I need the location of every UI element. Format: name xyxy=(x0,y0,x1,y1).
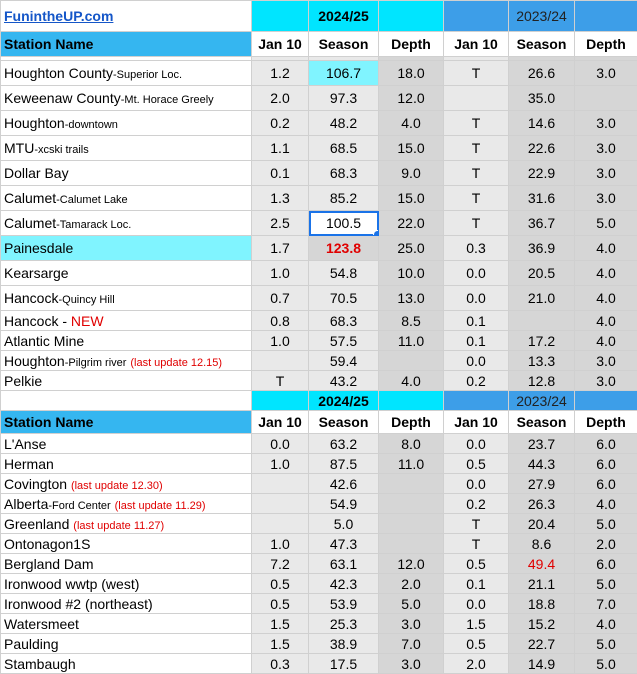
previous-day-cell[interactable]: 0.0 xyxy=(444,594,509,614)
previous-season-cell[interactable]: 22.6 xyxy=(509,136,575,161)
current-day-cell[interactable]: 0.7 xyxy=(252,286,309,311)
last-update-note: (last update 11.27) xyxy=(73,520,164,532)
station-name-cell[interactable] xyxy=(1,351,252,371)
current-day-cell[interactable]: 1.5 xyxy=(252,614,309,634)
station-name-cell[interactable] xyxy=(1,61,252,86)
current-season-cell[interactable]: 42.6 xyxy=(309,474,379,494)
station-name-cell[interactable] xyxy=(1,614,252,634)
station-name: L'Anse xyxy=(4,436,46,452)
previous-depth-cell[interactable]: 4.0 xyxy=(575,286,637,311)
station-name-cell[interactable] xyxy=(1,474,252,494)
station-row xyxy=(1,61,637,86)
current-day-cell[interactable]: 1.1 xyxy=(252,136,309,161)
previous-season-cell[interactable]: 15.2 xyxy=(509,614,575,634)
previous-season-cell[interactable]: 8.6 xyxy=(509,534,575,554)
previous-day-cell[interactable]: 0.1 xyxy=(444,331,509,351)
previous-depth-cell[interactable]: 4.0 xyxy=(575,614,637,634)
previous-day-cell[interactable]: 0.0 xyxy=(444,261,509,286)
current-season-cell[interactable]: 48.2 xyxy=(309,111,379,136)
station-row xyxy=(1,594,637,614)
previous-day-cell[interactable]: 0.5 xyxy=(444,454,509,474)
station-location: -Pilgrim river xyxy=(65,357,127,369)
previous-depth-cell[interactable]: 3.0 xyxy=(575,136,637,161)
station-location: -Ford Center xyxy=(48,500,110,512)
station-name-cell[interactable] xyxy=(1,261,252,286)
previous-season-cell[interactable]: 21.0 xyxy=(509,286,575,311)
station-name: Alberta xyxy=(4,496,48,512)
previous-day-cell[interactable]: T xyxy=(444,534,509,554)
station-name-cell[interactable] xyxy=(1,161,252,186)
station-row xyxy=(1,474,637,494)
station-name: Pelkie xyxy=(4,373,42,389)
current-depth-cell[interactable]: 11.0 xyxy=(379,331,444,351)
previous-season-cell[interactable]: 14.9 xyxy=(509,654,575,674)
current-season-cell[interactable]: 25.3 xyxy=(309,614,379,634)
station-name-cell[interactable] xyxy=(1,654,252,674)
station-row xyxy=(1,554,637,574)
station-location: -Mt. Horace Greely xyxy=(121,94,214,106)
previous-day-cell[interactable] xyxy=(444,86,509,111)
previous-depth-cell[interactable]: 6.0 xyxy=(575,434,637,454)
current-day-cell[interactable]: 0.0 xyxy=(252,434,309,454)
current-depth-cell[interactable] xyxy=(379,514,444,534)
current-depth-cell[interactable]: 5.0 xyxy=(379,594,444,614)
station-name-cell[interactable] xyxy=(1,86,252,111)
previous-depth-cell[interactable]: 2.0 xyxy=(575,534,637,554)
current-depth-cell[interactable] xyxy=(379,494,444,514)
previous-day-cell[interactable]: 0.0 xyxy=(444,434,509,454)
station-name: Houghton xyxy=(4,115,65,131)
station-name: Houghton xyxy=(4,353,65,369)
station-name: Atlantic Mine xyxy=(4,333,84,349)
station-location: -Calumet Lake xyxy=(56,194,128,206)
station-name-cell[interactable] xyxy=(1,236,252,261)
current-season-cell[interactable]: 17.5 xyxy=(309,654,379,674)
prev-col-season-header: Season xyxy=(509,32,575,57)
current-depth-cell[interactable]: 10.0 xyxy=(379,261,444,286)
previous-season-cell[interactable]: 22.7 xyxy=(509,634,575,654)
current-depth-cell[interactable]: 4.0 xyxy=(379,371,444,391)
station-name: Ontonagon1S xyxy=(4,536,90,552)
current-day-cell[interactable]: 2.5 xyxy=(252,211,309,236)
previous-season-cell[interactable]: 36.9 xyxy=(509,236,575,261)
station-name: Greenland xyxy=(4,516,69,532)
current-day-cell[interactable] xyxy=(252,494,309,514)
last-update-note: (last update 12.30) xyxy=(71,480,163,492)
current-season-cell[interactable]: 70.5 xyxy=(309,286,379,311)
current-season-cell[interactable]: 63.1 xyxy=(309,554,379,574)
previous-day-cell[interactable]: 2.0 xyxy=(444,654,509,674)
previous-season-cell[interactable]: 18.8 xyxy=(509,594,575,614)
station-row xyxy=(1,311,637,331)
station-row xyxy=(1,351,637,371)
previous-season-cell[interactable]: 23.7 xyxy=(509,434,575,454)
previous-season-cell[interactable]: 20.5 xyxy=(509,261,575,286)
station-row xyxy=(1,434,637,454)
station-name-cell[interactable] xyxy=(1,454,252,474)
current-day-cell[interactable]: 1.0 xyxy=(252,454,309,474)
station-row xyxy=(1,454,637,474)
previous-day-cell[interactable]: T xyxy=(444,161,509,186)
current-season-cell[interactable]: 47.3 xyxy=(309,534,379,554)
previous-season-cell[interactable]: 36.7 xyxy=(509,211,575,236)
previous-depth-cell[interactable]: 6.0 xyxy=(575,554,637,574)
current-season-cell[interactable]: 68.3 xyxy=(309,161,379,186)
prev-col-day-header-2: Jan 10 xyxy=(444,411,509,434)
previous-depth-cell[interactable]: 3.0 xyxy=(575,351,637,371)
station-row xyxy=(1,534,637,554)
current-season-cell[interactable]: 68.5 xyxy=(309,136,379,161)
previous-depth-cell[interactable]: 3.0 xyxy=(575,61,637,86)
station-name: Ironwood wwtp (west) xyxy=(4,576,139,592)
station-name-cell[interactable] xyxy=(1,286,252,311)
current-season-cell[interactable]: 85.2 xyxy=(309,186,379,211)
current-day-cell[interactable]: 1.7 xyxy=(252,236,309,261)
previous-depth-cell[interactable]: 4.0 xyxy=(575,236,637,261)
station-location: -downtown xyxy=(65,119,118,131)
station-name: Painesdale xyxy=(4,240,73,256)
previous-day-cell[interactable]: 0.2 xyxy=(444,494,509,514)
col-depth-header-2: Depth xyxy=(379,411,444,434)
previous-day-cell[interactable]: T xyxy=(444,514,509,534)
current-season-cell[interactable]: 123.8 xyxy=(309,236,379,261)
station-name-cell[interactable] xyxy=(1,111,252,136)
station-name-header: Station Name xyxy=(1,32,252,57)
current-day-cell[interactable]: 1.3 xyxy=(252,186,309,211)
last-update-note: (last update 12.15) xyxy=(130,357,222,369)
station-name: Bergland Dam xyxy=(4,556,94,572)
current-season-cell[interactable]: 43.2 xyxy=(309,371,379,391)
previous-season-cell[interactable]: 49.4 xyxy=(509,554,575,574)
current-season-cell[interactable]: 63.2 xyxy=(309,434,379,454)
previous-day-cell[interactable]: 0.5 xyxy=(444,634,509,654)
station-row xyxy=(1,654,637,674)
station-row xyxy=(1,371,637,391)
current-season-cell[interactable]: 97.3 xyxy=(309,86,379,111)
current-depth-cell[interactable]: 25.0 xyxy=(379,236,444,261)
station-name: Calumet xyxy=(4,190,56,206)
current-day-cell[interactable]: 1.0 xyxy=(252,261,309,286)
previous-day-cell[interactable]: T xyxy=(444,186,509,211)
station-name-cell[interactable] xyxy=(1,594,252,614)
station-name-cell[interactable] xyxy=(1,186,252,211)
previous-day-cell[interactable]: T xyxy=(444,136,509,161)
current-day-cell[interactable]: 1.5 xyxy=(252,634,309,654)
current-depth-cell[interactable] xyxy=(379,534,444,554)
station-name: Houghton County xyxy=(4,65,113,81)
previous-depth-cell[interactable]: 4.0 xyxy=(575,494,637,514)
current-depth-cell[interactable]: 7.0 xyxy=(379,634,444,654)
current-day-cell[interactable]: 1.0 xyxy=(252,534,309,554)
current-day-cell[interactable]: 0.1 xyxy=(252,161,309,186)
previous-season-cell[interactable]: 27.9 xyxy=(509,474,575,494)
prev-col-depth-header-2: Depth xyxy=(575,411,637,434)
previous-season-cell[interactable]: 17.2 xyxy=(509,331,575,351)
new-badge: NEW xyxy=(71,313,104,329)
current-season-cell[interactable]: 54.8 xyxy=(309,261,379,286)
station-row xyxy=(1,186,637,211)
station-row xyxy=(1,211,637,236)
current-season-cell[interactable]: 68.3 xyxy=(309,311,379,331)
previous-day-cell[interactable]: 0.1 xyxy=(444,311,509,331)
previous-day-cell[interactable]: 0.3 xyxy=(444,236,509,261)
current-depth-cell[interactable]: 12.0 xyxy=(379,86,444,111)
station-row xyxy=(1,634,637,654)
previous-depth-cell[interactable]: 5.0 xyxy=(575,574,637,594)
station-row xyxy=(1,111,637,136)
current-season-cell[interactable]: 87.5 xyxy=(309,454,379,474)
col-season-header-2: Season xyxy=(309,411,379,434)
station-row xyxy=(1,236,637,261)
previous-day-cell[interactable]: T xyxy=(444,211,509,236)
station-row xyxy=(1,574,637,594)
current-season-cell[interactable]: 57.5 xyxy=(309,331,379,351)
station-name-cell[interactable] xyxy=(1,554,252,574)
prev-col-season-header-2: Season xyxy=(509,411,575,434)
station-name: Stambaugh xyxy=(4,656,76,672)
current-depth-cell[interactable]: 12.0 xyxy=(379,554,444,574)
current-day-cell[interactable]: 2.0 xyxy=(252,86,309,111)
previous-season-cell[interactable]: 26.6 xyxy=(509,61,575,86)
previous-depth-cell[interactable]: 4.0 xyxy=(575,311,637,331)
station-location: -xcski trails xyxy=(34,144,88,156)
col-season-header: Season xyxy=(309,32,379,57)
station-name: Keweenaw County xyxy=(4,90,121,106)
previous-day-cell[interactable]: 1.5 xyxy=(444,614,509,634)
current-depth-cell[interactable]: 8.0 xyxy=(379,434,444,454)
station-row xyxy=(1,86,637,111)
previous-day-cell[interactable]: 0.0 xyxy=(444,286,509,311)
current-depth-cell[interactable]: 11.0 xyxy=(379,454,444,474)
previous-day-cell[interactable]: 0.2 xyxy=(444,371,509,391)
previous-season-cell[interactable]: 22.9 xyxy=(509,161,575,186)
current-depth-cell[interactable]: 4.0 xyxy=(379,111,444,136)
station-name-cell[interactable] xyxy=(1,534,252,554)
current-day-cell[interactable]: T xyxy=(252,371,309,391)
station-name-cell[interactable] xyxy=(1,331,252,351)
previous-depth-cell[interactable]: 5.0 xyxy=(575,634,637,654)
current-day-cell[interactable]: 1.2 xyxy=(252,61,309,86)
current-season-year-2: 2024/25 xyxy=(309,391,379,411)
station-row xyxy=(1,286,637,311)
last-update-note: (last update 11.29) xyxy=(115,500,206,512)
station-row xyxy=(1,514,637,534)
current-day-cell[interactable]: 1.0 xyxy=(252,331,309,351)
current-season-cell[interactable]: 100.5 xyxy=(309,211,379,236)
current-day-cell[interactable]: 7.2 xyxy=(252,554,309,574)
previous-season-cell[interactable]: 12.8 xyxy=(509,371,575,391)
current-depth-cell[interactable] xyxy=(379,474,444,494)
current-depth-cell[interactable]: 13.0 xyxy=(379,286,444,311)
current-depth-cell[interactable]: 22.0 xyxy=(379,211,444,236)
previous-depth-cell[interactable] xyxy=(575,86,637,111)
previous-season-cell[interactable]: 20.4 xyxy=(509,514,575,534)
current-season-cell[interactable]: 5.0 xyxy=(309,514,379,534)
current-season-cell[interactable]: 106.7 xyxy=(309,61,379,86)
station-row xyxy=(1,494,637,514)
station-row xyxy=(1,261,637,286)
current-day-cell[interactable] xyxy=(252,474,309,494)
station-name: Kearsarge xyxy=(4,265,69,281)
station-name-cell[interactable] xyxy=(1,494,252,514)
previous-season-cell[interactable]: 21.1 xyxy=(509,574,575,594)
current-depth-cell[interactable] xyxy=(379,351,444,371)
previous-depth-cell[interactable]: 3.0 xyxy=(575,161,637,186)
previous-season-year-2: 2023/24 xyxy=(509,391,575,411)
previous-day-cell[interactable]: T xyxy=(444,111,509,136)
current-depth-cell[interactable]: 8.5 xyxy=(379,311,444,331)
previous-day-cell[interactable]: 0.1 xyxy=(444,574,509,594)
station-name-cell[interactable] xyxy=(1,136,252,161)
station-location: -Quincy Hill xyxy=(58,294,114,306)
prev-col-day-header: Jan 10 xyxy=(444,32,509,57)
col-day-header-2: Jan 10 xyxy=(252,411,309,434)
station-row xyxy=(1,136,637,161)
current-day-cell[interactable]: 0.5 xyxy=(252,594,309,614)
current-season-cell[interactable]: 53.9 xyxy=(309,594,379,614)
previous-season-cell[interactable]: 13.3 xyxy=(509,351,575,371)
station-name: Ironwood #2 (northeast) xyxy=(4,596,153,612)
previous-season-cell[interactable]: 44.3 xyxy=(509,454,575,474)
previous-depth-cell[interactable]: 5.0 xyxy=(575,211,637,236)
station-row xyxy=(1,161,637,186)
station-name: Hancock xyxy=(4,290,58,306)
col-depth-header: Depth xyxy=(379,32,444,57)
previous-season-year: 2023/24 xyxy=(509,1,575,32)
current-depth-cell[interactable]: 18.0 xyxy=(379,61,444,86)
previous-depth-cell[interactable]: 6.0 xyxy=(575,474,637,494)
previous-day-cell[interactable]: T xyxy=(444,61,509,86)
previous-depth-cell[interactable]: 7.0 xyxy=(575,594,637,614)
previous-depth-cell[interactable]: 3.0 xyxy=(575,371,637,391)
previous-depth-cell[interactable]: 4.0 xyxy=(575,331,637,351)
current-depth-cell[interactable]: 15.0 xyxy=(379,136,444,161)
previous-season-cell[interactable]: 14.6 xyxy=(509,111,575,136)
previous-day-cell[interactable]: 0.5 xyxy=(444,554,509,574)
station-row xyxy=(1,331,637,351)
station-name: Watersmeet xyxy=(4,616,79,632)
current-depth-cell[interactable]: 9.0 xyxy=(379,161,444,186)
station-name: Hancock - xyxy=(4,313,71,329)
station-name: Paulding xyxy=(4,636,59,652)
station-location: -Tamarack Loc. xyxy=(56,219,131,231)
current-day-cell[interactable] xyxy=(252,351,309,371)
previous-season-cell[interactable]: 31.6 xyxy=(509,186,575,211)
current-day-cell[interactable]: 0.5 xyxy=(252,574,309,594)
station-name: Dollar Bay xyxy=(4,165,69,181)
station-name: Calumet xyxy=(4,215,56,231)
current-season-year: 2024/25 xyxy=(309,1,379,32)
station-name-cell[interactable] xyxy=(1,311,252,331)
previous-depth-cell[interactable]: 5.0 xyxy=(575,514,637,534)
station-name-cell[interactable] xyxy=(1,574,252,594)
current-depth-cell[interactable]: 2.0 xyxy=(379,574,444,594)
current-depth-cell[interactable]: 3.0 xyxy=(379,614,444,634)
station-name: Herman xyxy=(4,456,54,472)
current-season-cell[interactable]: 42.3 xyxy=(309,574,379,594)
previous-depth-cell[interactable]: 4.0 xyxy=(575,261,637,286)
current-depth-cell[interactable]: 15.0 xyxy=(379,186,444,211)
previous-depth-cell[interactable]: 5.0 xyxy=(575,654,637,674)
previous-depth-cell[interactable]: 3.0 xyxy=(575,186,637,211)
site-logo-link[interactable]: FunintheUP.com xyxy=(1,1,252,32)
previous-day-cell[interactable]: 0.0 xyxy=(444,474,509,494)
station-name-cell[interactable] xyxy=(1,434,252,454)
current-season-cell[interactable]: 54.9 xyxy=(309,494,379,514)
previous-season-cell[interactable]: 35.0 xyxy=(509,86,575,111)
station-name: Covington xyxy=(4,476,67,492)
current-day-cell[interactable]: 0.2 xyxy=(252,111,309,136)
previous-season-cell[interactable] xyxy=(509,311,575,331)
prev-col-depth-header: Depth xyxy=(575,32,637,57)
current-depth-cell[interactable]: 3.0 xyxy=(379,654,444,674)
previous-depth-cell[interactable]: 3.0 xyxy=(575,111,637,136)
station-name-cell[interactable] xyxy=(1,211,252,236)
station-row xyxy=(1,614,637,634)
station-name-cell[interactable] xyxy=(1,514,252,534)
previous-day-cell[interactable]: 0.0 xyxy=(444,351,509,371)
station-name: MTU xyxy=(4,140,34,156)
station-location: -Superior Loc. xyxy=(113,69,182,81)
current-day-cell[interactable]: 0.3 xyxy=(252,654,309,674)
current-season-cell[interactable]: 38.9 xyxy=(309,634,379,654)
station-name-header-2: Station Name xyxy=(1,411,252,434)
previous-season-cell[interactable]: 26.3 xyxy=(509,494,575,514)
station-name-cell[interactable] xyxy=(1,634,252,654)
previous-depth-cell[interactable]: 6.0 xyxy=(575,454,637,474)
current-day-cell[interactable]: 0.8 xyxy=(252,311,309,331)
station-name-cell[interactable] xyxy=(1,371,252,391)
current-season-cell[interactable]: 59.4 xyxy=(309,351,379,371)
current-day-cell[interactable] xyxy=(252,514,309,534)
col-day-header: Jan 10 xyxy=(252,32,309,57)
selection-fill-handle[interactable] xyxy=(373,230,379,236)
